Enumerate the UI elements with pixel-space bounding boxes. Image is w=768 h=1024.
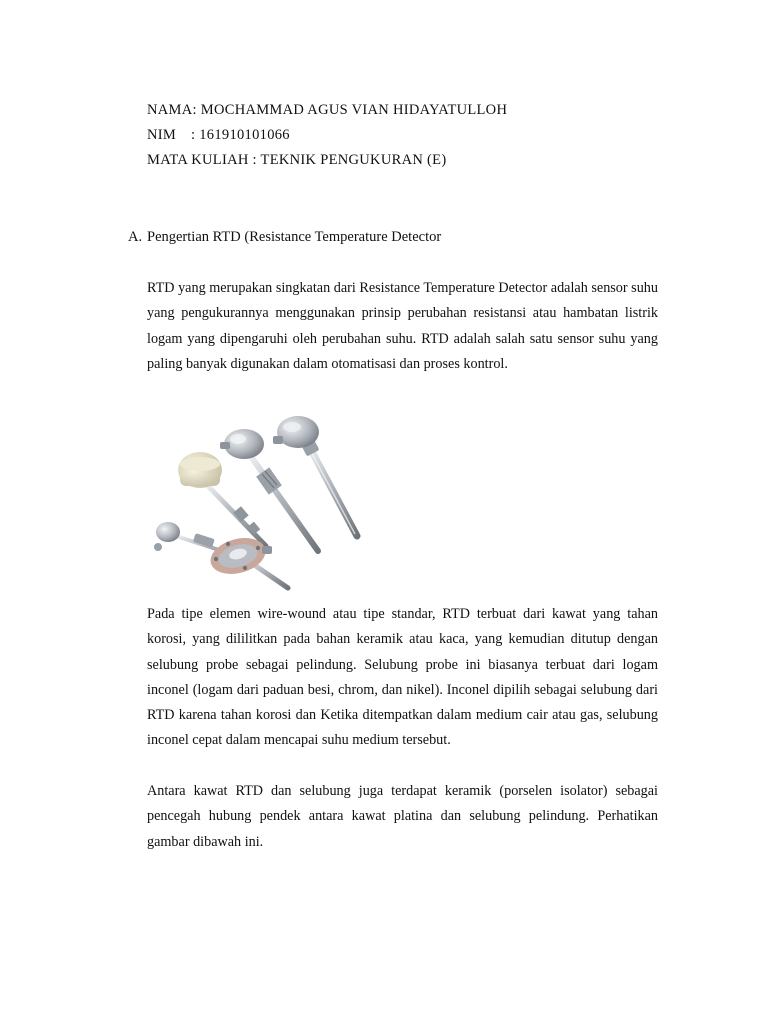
rtd-sensor-ceramic-head: [178, 452, 266, 546]
rtd-sensor-flanged: [207, 532, 288, 588]
nim-label: NIM: [147, 127, 177, 143]
paragraph-definition: RTD yang merupakan singkatan dari Resistance Temperature Detector adalah sensor suhu yang pengukurannya menggunakan prinsip perubahan resistansi atau hambatan listrik logam yang dipengaruhi oleh perubahan suhu. RTD adalah salah satu sensor suhu yang paling banyak digunakan dalam otomatisasi dan proses kontrol.: [147, 280, 658, 372]
paragraph-wire-wound: Pada tipe elemen wire-wound atau tipe standar, RTD terbuat dari kawat yang tahan korosi, yang dililitkan pada bahan keramik atau kaca, yang kemudian ditutup dengan selubung probe sebagai pelindung. Selubung probe ini biasanya terbuat dari logam inconel (logam dari paduan besi, chrom, dan nikel). Inconel dipilih sebagai selubung dari RTD karena tahan korosi dan Ketika ditempatkan dalam medium cair atau gas, selubung inconel cepat dalam mencapai suhu medium tersebut.: [147, 606, 658, 749]
section-title: Pengertian RTD (Resistance Temperature Detector: [147, 229, 442, 245]
section-heading: [128, 229, 441, 246]
section-letter: A.: [128, 229, 143, 245]
paragraph-ceramic-insulator: Antara kawat RTD dan selubung juga terdapat keramik (porselen isolator) sebagai pencegah hubung pendek antara kawat platina dan selubung pelindung. Perhatikan gambar dibawah ini.: [147, 783, 658, 850]
student-name: NAMA: MOCHAMMAD AGUS VIAN HIDAYATULLOH: [147, 102, 508, 118]
student-nim: [147, 127, 290, 144]
rtd-sensors-photo: [150, 408, 395, 598]
course-name: MATA KULIAH : TEKNIK PENGUKURAN (E): [147, 152, 447, 168]
nim-value: : 161910101066: [191, 127, 290, 143]
rtd-sensor-long-probe: [273, 416, 357, 536]
